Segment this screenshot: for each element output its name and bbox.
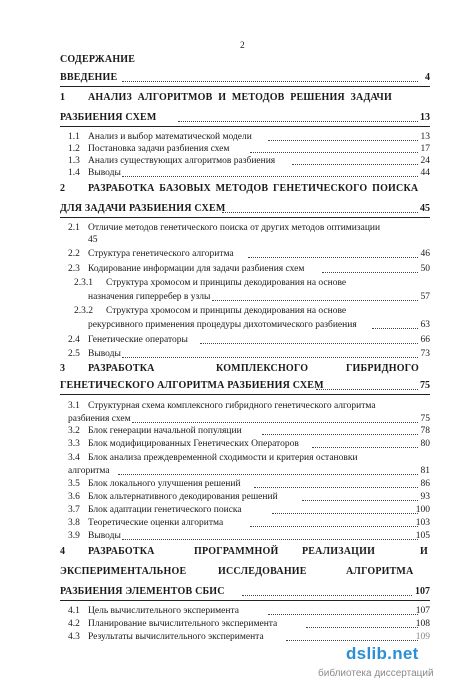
toc-leader	[122, 357, 418, 358]
toc-num: 2.4	[68, 335, 80, 345]
toc-leader	[122, 539, 418, 540]
toc-num: 3.2	[68, 426, 80, 436]
toc-page: 108	[415, 619, 430, 629]
toc-word: И	[420, 546, 428, 557]
toc-page: 13	[420, 112, 430, 123]
toc-entry: Отличие методов генетического поиска от других методов оптимизации	[88, 223, 381, 233]
toc-entry: Анализ существующих алгоритмов разбиения	[88, 156, 276, 166]
toc-entry: Выводы	[88, 349, 121, 359]
toc-entry: Анализ и выбор математической модели	[88, 132, 252, 142]
toc-leader	[200, 343, 418, 344]
toc-entry: Блок модифицированных Генетических Операторов	[88, 439, 299, 449]
watermark-logo: dslib.net	[346, 644, 419, 663]
toc-leader	[222, 212, 418, 213]
toc-page: 17	[420, 144, 430, 154]
toc-page: 13	[420, 132, 430, 142]
toc-num: 3.9	[68, 531, 80, 541]
toc-entry: Блок адаптации генетического поиска	[88, 505, 242, 515]
toc-entry: Цель вычислительного эксперимента	[88, 606, 239, 616]
page-number: 2	[240, 41, 245, 51]
toc-num: 1.2	[68, 144, 80, 154]
toc-num: 3.7	[68, 505, 80, 515]
toc-entry-ch1-cont: РАЗБИЕНИЯ СХЕМ	[60, 112, 157, 123]
toc-entry: Структура хромосом и принципы декодирования на основе	[106, 306, 347, 316]
toc-page: 80	[420, 439, 430, 449]
toc-entry-intro: ВВЕДЕНИЕ	[60, 72, 118, 83]
toc-page: 66	[420, 335, 430, 345]
toc-entry: Блок генерации начальной популяции	[88, 426, 242, 436]
toc-num: 1.3	[68, 156, 80, 166]
toc-leader	[132, 422, 418, 423]
toc-entry: Структура хромосом и принципы декодирования на основе	[106, 278, 347, 288]
toc-page: 45	[420, 203, 430, 214]
toc-underline	[60, 600, 430, 601]
toc-word: ЭКСПЕРИМЕНТАЛЬНОЕ	[60, 566, 187, 577]
toc-word: ГИБРИДНОГО	[346, 363, 419, 374]
toc-num: 1.1	[68, 132, 80, 142]
toc-num: 3.8	[68, 518, 80, 528]
toc-num: 3	[60, 363, 66, 374]
toc-page: 46	[420, 249, 430, 259]
toc-word: АЛГОРИТМА	[346, 566, 414, 577]
toc-page: 86	[420, 479, 430, 489]
toc-entry-ch1: АНАЛИЗ АЛГОРИТМОВ И МЕТОДОВ РЕШЕНИЯ ЗАДАЧИ	[88, 92, 392, 103]
toc-num: 2.1	[68, 223, 80, 233]
toc-num: 3.4	[68, 453, 80, 463]
toc-num: 2.3.2	[74, 306, 93, 316]
toc-num: 4.2	[68, 619, 80, 629]
toc-num: 2.5	[68, 349, 80, 359]
toc-page: 57	[420, 292, 430, 302]
toc-word: ИССЛЕДОВАНИЕ	[218, 566, 307, 577]
toc-page: 50	[420, 264, 430, 274]
toc-num: 2.2	[68, 249, 80, 259]
watermark-caption: библиотека диссертаций	[318, 668, 434, 679]
toc-entry: Кодирование информации для задачи разбиения схем	[88, 264, 305, 274]
toc-entry-ch2-cont: ДЛЯ ЗАДАЧИ РАЗБИЕНИЯ СХЕМ	[60, 203, 226, 214]
toc-page: 75	[420, 380, 430, 391]
toc-num: 2	[60, 183, 66, 194]
toc-underline	[60, 126, 430, 127]
toc-title: СОДЕРЖАНИЕ	[60, 54, 136, 65]
toc-page: 44	[420, 168, 430, 178]
toc-num: 2.3.1	[74, 278, 93, 288]
toc-page: 93	[420, 492, 430, 502]
toc-word: РАЗРАБОТКА	[88, 363, 155, 374]
toc-word: КОМПЛЕКСНОГО	[216, 363, 309, 374]
toc-entry-cont: рекурсивного применения процедуры дихотомического разбиения	[88, 320, 357, 330]
toc-num: 2.3	[68, 264, 80, 274]
toc-page: 100	[415, 505, 430, 515]
toc-page: 81	[420, 466, 430, 476]
toc-page: 24	[420, 156, 430, 166]
toc-entry: Выводы	[88, 531, 121, 541]
toc-entry-ch4-cont: РАЗБИЕНИЯ ЭЛЕМЕНТОВ СБИС	[60, 586, 225, 597]
toc-num: 3.5	[68, 479, 80, 489]
toc-entry: Планирование вычислительного эксперимента	[88, 619, 278, 629]
toc-page: 105	[415, 531, 430, 541]
toc-entry-cont: разбиения схем	[68, 414, 131, 424]
toc-word: ПРОГРАММНОЙ	[194, 546, 279, 557]
toc-entry-cont: 45	[88, 235, 98, 245]
toc-leader	[242, 595, 412, 596]
toc-entry: Результаты вычислительного эксперимента	[88, 632, 264, 642]
toc-page: 103	[415, 518, 430, 528]
toc-page: 73	[420, 349, 430, 359]
toc-entry: Блок анализа преждевременной сходимости и критерия остановки	[88, 453, 358, 463]
toc-leader	[122, 81, 418, 82]
toc-page: 107	[415, 606, 430, 616]
toc-entry: Структурная схема комплексного гибридного генетического алгоритма	[88, 401, 376, 411]
toc-entry: Генетические операторы	[88, 335, 188, 345]
toc-page: 107	[415, 586, 430, 597]
toc-entry-ch3-cont: ГЕНЕТИЧЕСКОГО АЛГОРИТМА РАЗБИЕНИЯ СХЕМ	[60, 380, 324, 391]
toc-page: 75	[420, 414, 430, 424]
toc-leader	[122, 176, 418, 177]
toc-page: 109	[415, 632, 430, 642]
toc-num: 4.1	[68, 606, 80, 616]
toc-underline	[60, 86, 430, 87]
toc-entry: Теоретические оценки алгоритма	[88, 518, 224, 528]
toc-entry: Блок альтернативного декодирования решений	[88, 492, 278, 502]
toc-entry-ch2: РАЗРАБОТКА БАЗОВЫХ МЕТОДОВ ГЕНЕТИЧЕСКОГО ПОИСКА	[88, 183, 419, 194]
toc-underline	[60, 217, 430, 218]
toc-entry: Блок локального улучшения решений	[88, 479, 241, 489]
toc-leader	[178, 121, 418, 122]
toc-entry-cont: алгоритма	[68, 466, 110, 476]
toc-entry: Постановка задачи разбиения схем	[88, 144, 230, 154]
toc-num: 4	[60, 546, 66, 557]
toc-num: 3.1	[68, 401, 80, 411]
toc-page: 4	[425, 72, 430, 83]
toc-page: 78	[420, 426, 430, 436]
toc-num: 3.6	[68, 492, 80, 502]
toc-leader	[118, 474, 418, 475]
toc-leader	[212, 300, 418, 301]
toc-num: 1.4	[68, 168, 80, 178]
toc-underline	[60, 394, 430, 395]
toc-entry: Выводы	[88, 168, 121, 178]
toc-entry-cont: назначения гиперребер в узлы	[88, 292, 211, 302]
toc-page: 63	[420, 320, 430, 330]
toc-num: 3.3	[68, 439, 80, 449]
toc-entry: Структура генетического алгоритма	[88, 249, 234, 259]
toc-num: 4.3	[68, 632, 80, 642]
toc-num: 1	[60, 92, 66, 103]
toc-word: РАЗРАБОТКА	[88, 546, 155, 557]
toc-word: РЕАЛИЗАЦИИ	[302, 546, 376, 557]
